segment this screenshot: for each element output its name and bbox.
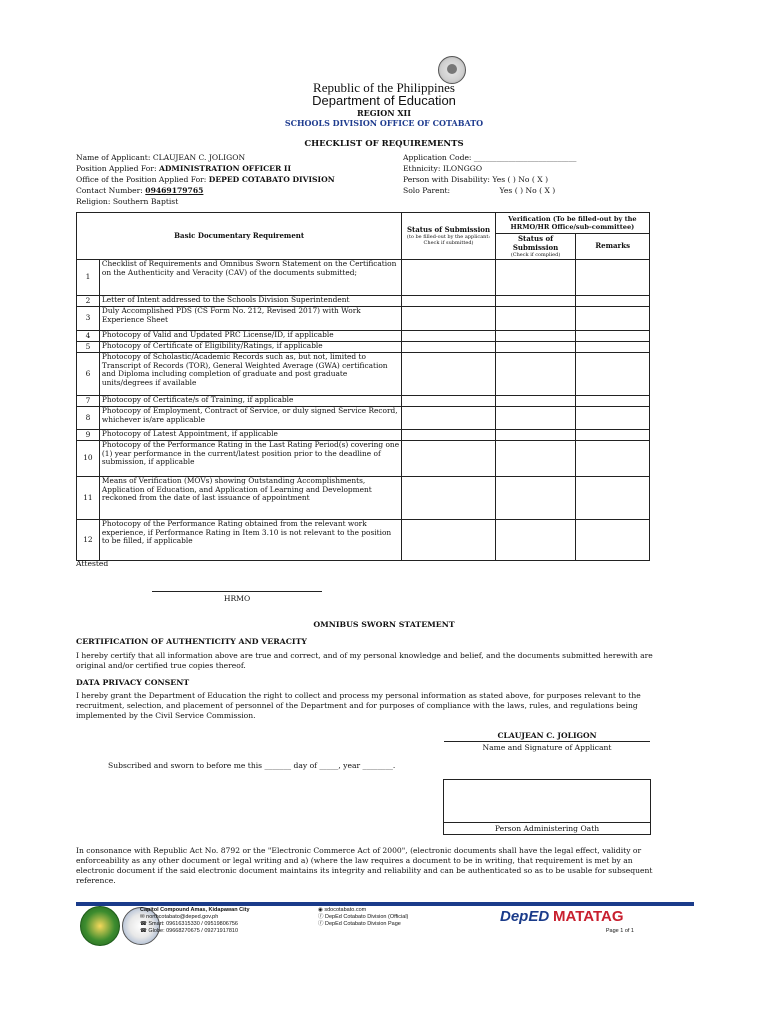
facebook-icon: ⓕ — [318, 914, 326, 920]
row-number: 7 — [77, 396, 100, 407]
status-checkbox-cell[interactable] — [402, 331, 495, 342]
footer-contacts — [140, 907, 300, 935]
oath-box — [443, 779, 651, 823]
row-number: 6 — [77, 353, 100, 396]
row-number: 2 — [77, 296, 100, 307]
remarks-cell[interactable] — [576, 296, 650, 307]
matatag-logo: MATATAG — [553, 908, 624, 925]
row-number: 3 — [77, 307, 100, 331]
status-checkbox-cell[interactable] — [402, 307, 495, 331]
remarks-cell[interactable] — [576, 430, 650, 441]
applicant-info-left: Name of Applicant: CLAUJEAN C. JOLIGON Position Applied For: ADMINISTRATION OFFICER II Office of the Position Applied For: DEPED COTABATO DIVISION Contact Number: 09469179765 Religion: Southern Baptist — [76, 153, 335, 206]
table-header-row — [77, 213, 650, 234]
phone-icon: ☎ — [140, 928, 149, 934]
footer-email: northcotabato@deped.gov.ph — [146, 914, 219, 920]
row-requirement: Means of Verification (MOVs) showing Outstanding Accomplishments, Application of Education, and Application of Learning and Development reckoned from the date of last issuance of appointment — [99, 477, 401, 520]
table-row — [77, 260, 650, 296]
verification-checkbox-cell[interactable] — [495, 307, 576, 331]
col-requirement-header: Basic Documentary Requirement — [77, 213, 402, 260]
verification-checkbox-cell[interactable] — [495, 407, 576, 430]
status-checkbox-cell[interactable] — [402, 296, 495, 307]
row-number: 1 — [77, 260, 100, 296]
remarks-cell[interactable] — [576, 331, 650, 342]
verification-checkbox-cell[interactable] — [495, 331, 576, 342]
row-number: 4 — [77, 331, 100, 342]
row-requirement: Photocopy of Employment, Contract of Service, or duly signed Service Record, whichever is/are applicable — [99, 407, 401, 430]
remarks-cell[interactable] — [576, 477, 650, 520]
row-number: 10 — [77, 441, 100, 477]
row-number: 9 — [77, 430, 100, 441]
application-code: ___________________________ — [473, 153, 577, 162]
verification-checkbox-cell[interactable] — [495, 353, 576, 396]
row-requirement: Photocopy of the Performance Rating obtained from the relevant work experience, if Performance Rating in Item 3.10 is not relevant to the position to be filled, if applicable — [99, 520, 401, 561]
applicant-ethnicity: ILONGGO — [442, 164, 483, 173]
table-row — [77, 342, 650, 353]
status-checkbox-cell[interactable] — [402, 260, 495, 296]
cav-text: I hereby certify that all information above are true and correct, and of my personal knowledge and belief, and the documents submitted herewith are original and/or certified true copies thereof. — [76, 651, 653, 670]
footer-fb-official: DepEd Cotabato Division (Official) — [325, 914, 409, 920]
deped-logo: DepED — [500, 908, 550, 925]
col-verification-header: Verification (To be filled-out by the HRMO/HR Office/sub-committee) — [495, 213, 649, 234]
signatory-name: CLAUJEAN C. JOLIGON — [497, 731, 597, 740]
pwd-status: Yes ( ) No ( X ) — [492, 175, 549, 184]
status-checkbox-cell[interactable] — [402, 430, 495, 441]
facebook-icon: ⓕ — [318, 921, 326, 927]
table-row — [77, 430, 650, 441]
footer-divider — [76, 902, 694, 906]
applicant-religion: Southern Baptist — [112, 197, 179, 206]
requirements-table — [76, 212, 650, 561]
remarks-cell[interactable] — [576, 441, 650, 477]
remarks-cell[interactable] — [576, 407, 650, 430]
applicant-position: ADMINISTRATION OFFICER II — [158, 164, 292, 173]
checklist-title: CHECKLIST OF REQUIREMENTS — [304, 139, 464, 149]
solo-parent-status: Yes ( ) No ( X ) — [499, 186, 556, 195]
table-row — [77, 407, 650, 430]
signatory-caption: Name and Signature of Applicant — [482, 743, 612, 752]
hrmo-label: HRMO — [223, 594, 251, 603]
table-row — [77, 296, 650, 307]
verification-checkbox-cell[interactable] — [495, 396, 576, 407]
row-requirement: Photocopy of the Performance Rating in the Last Rating Period(s) covering one (1) year performance in the current/latest position prior to the deadline of submission, if applicable — [99, 441, 401, 477]
subscribed-text: Subscribed and sworn to before me this _______ day of _____, year ________. — [108, 761, 396, 770]
remarks-cell[interactable] — [576, 396, 650, 407]
row-requirement: Photocopy of Valid and Updated PRC License/ID, if applicable — [99, 331, 401, 342]
row-requirement: Letter of Intent addressed to the Schools Division Superintendent — [99, 296, 401, 307]
status-checkbox-cell[interactable] — [402, 407, 495, 430]
table-row — [77, 331, 650, 342]
remarks-cell[interactable] — [576, 353, 650, 396]
row-number: 8 — [77, 407, 100, 430]
e-commerce-text: In consonance with Republic Act No. 8792 or the "Electronic Commerce Act of 2000", (electronic documents shall have the legal effect, validity or enforceability as any other document or legal writing and a) (where the law requires a document to be in writing, that requirement is met by an electronic document if the said electronic document maintains its integrity and reliability and can be authenticated so as to be usable for subsequent reference. — [76, 846, 653, 885]
applicant-signature-line — [444, 741, 650, 742]
remarks-cell[interactable] — [576, 342, 650, 353]
division-logo-icon — [80, 906, 120, 946]
region-heading: REGION XII — [356, 108, 412, 118]
cav-title: CERTIFICATION OF AUTHENTICITY AND VERACITY — [76, 637, 307, 646]
row-requirement: Photocopy of Certificate/s of Training, if applicable — [99, 396, 401, 407]
applicant-office: DEPED COTABATO DIVISION — [208, 175, 335, 184]
col-remarks-header: Remarks — [576, 234, 650, 260]
applicant-contact: 09469179765 — [145, 186, 204, 195]
table-row — [77, 441, 650, 477]
hrmo-signature-line — [152, 591, 322, 592]
applicant-info-right: Application Code: ___________________________ Ethnicity: ILONGGO Person with Disability: Yes ( ) No ( X ) Solo Parent: Yes ( ) No ( X ) — [403, 153, 577, 195]
table-row — [77, 520, 650, 561]
email-icon: ✉ — [140, 914, 147, 920]
republic-heading: Republic of the Philippines — [313, 80, 455, 95]
status-checkbox-cell[interactable] — [402, 441, 495, 477]
footer-smart: Smart: 09616315330 / 09519806756 — [148, 921, 238, 927]
verification-checkbox-cell[interactable] — [495, 477, 576, 520]
footer-fb-page: DepEd Cotabato Division Page — [325, 921, 401, 927]
table-row — [77, 307, 650, 331]
privacy-title: DATA PRIVACY CONSENT — [76, 678, 190, 687]
verification-checkbox-cell[interactable] — [495, 520, 576, 561]
phone-icon: ☎ — [140, 921, 149, 927]
footer-address: Capitol Compound Amas, Kidapawan City — [140, 907, 250, 913]
status-checkbox-cell[interactable] — [402, 477, 495, 520]
verification-checkbox-cell[interactable] — [495, 260, 576, 296]
remarks-cell[interactable] — [576, 307, 650, 331]
col-ver-status-header: Status of Submission (Check if complied) — [495, 234, 576, 260]
verification-checkbox-cell[interactable] — [495, 430, 576, 441]
table-row — [77, 477, 650, 520]
status-checkbox-cell[interactable] — [402, 396, 495, 407]
remarks-cell[interactable] — [576, 260, 650, 296]
verification-checkbox-cell[interactable] — [495, 441, 576, 477]
row-requirement: Duly Accomplished PDS (CS Form No. 212, Revised 2017) with Work Experience Sheet — [99, 307, 401, 331]
page-number: Page 1 of 1 — [605, 928, 634, 934]
col-status-header: Status of Submission (to be filled-out by the applicant: Check if submitted) — [402, 213, 495, 260]
row-number: 11 — [77, 477, 100, 520]
oath-caption: Person Administering Oath — [443, 822, 651, 835]
verification-checkbox-cell[interactable] — [495, 342, 576, 353]
remarks-cell[interactable] — [576, 520, 650, 561]
row-requirement: Photocopy of Latest Appointment, if applicable — [99, 430, 401, 441]
attested-label: Attested — [76, 559, 109, 568]
verification-checkbox-cell[interactable] — [495, 296, 576, 307]
footer-globe: Globe: 09668270675 / 09271917810 — [148, 928, 239, 934]
status-checkbox-cell[interactable] — [402, 342, 495, 353]
table-row — [77, 396, 650, 407]
footer-website: sdocotabato.com — [324, 907, 367, 913]
globe-icon: ◉ — [318, 907, 325, 913]
status-checkbox-cell[interactable] — [402, 353, 495, 396]
department-heading: Department of Education — [312, 93, 456, 108]
footer-online — [318, 907, 468, 928]
row-number: 5 — [77, 342, 100, 353]
row-number: 12 — [77, 520, 100, 561]
applicant-name: CLAUJEAN C. JOLIGON — [152, 153, 246, 162]
row-requirement: Photocopy of Certificate of Eligibility/Ratings, if applicable — [99, 342, 401, 353]
status-checkbox-cell[interactable] — [402, 520, 495, 561]
table-row — [77, 353, 650, 396]
division-heading: SCHOOLS DIVISION OFFICE OF COTABATO — [284, 118, 484, 128]
row-requirement: Checklist of Requirements and Omnibus Sworn Statement on the Certification on the Authenticity and Veracity (CAV) of the documents submitted; — [99, 260, 401, 296]
omnibus-title: OMNIBUS SWORN STATEMENT — [313, 620, 455, 629]
row-requirement: Photocopy of Scholastic/Academic Records such as, but not, limited to Transcript of Records (TOR), General Weighted Average (GWA) certification and Diploma including completion of graduate and post graduate units/degrees if available — [99, 353, 401, 396]
privacy-text: I hereby grant the Department of Education the right to collect and process my personal information as stated above, for purposes relevant to the recruitment, selection, and placement of personnel of the Department and for purposes of compliance with the laws, rules, and regulations being implemented by the Civil Service Commission. — [76, 691, 641, 720]
